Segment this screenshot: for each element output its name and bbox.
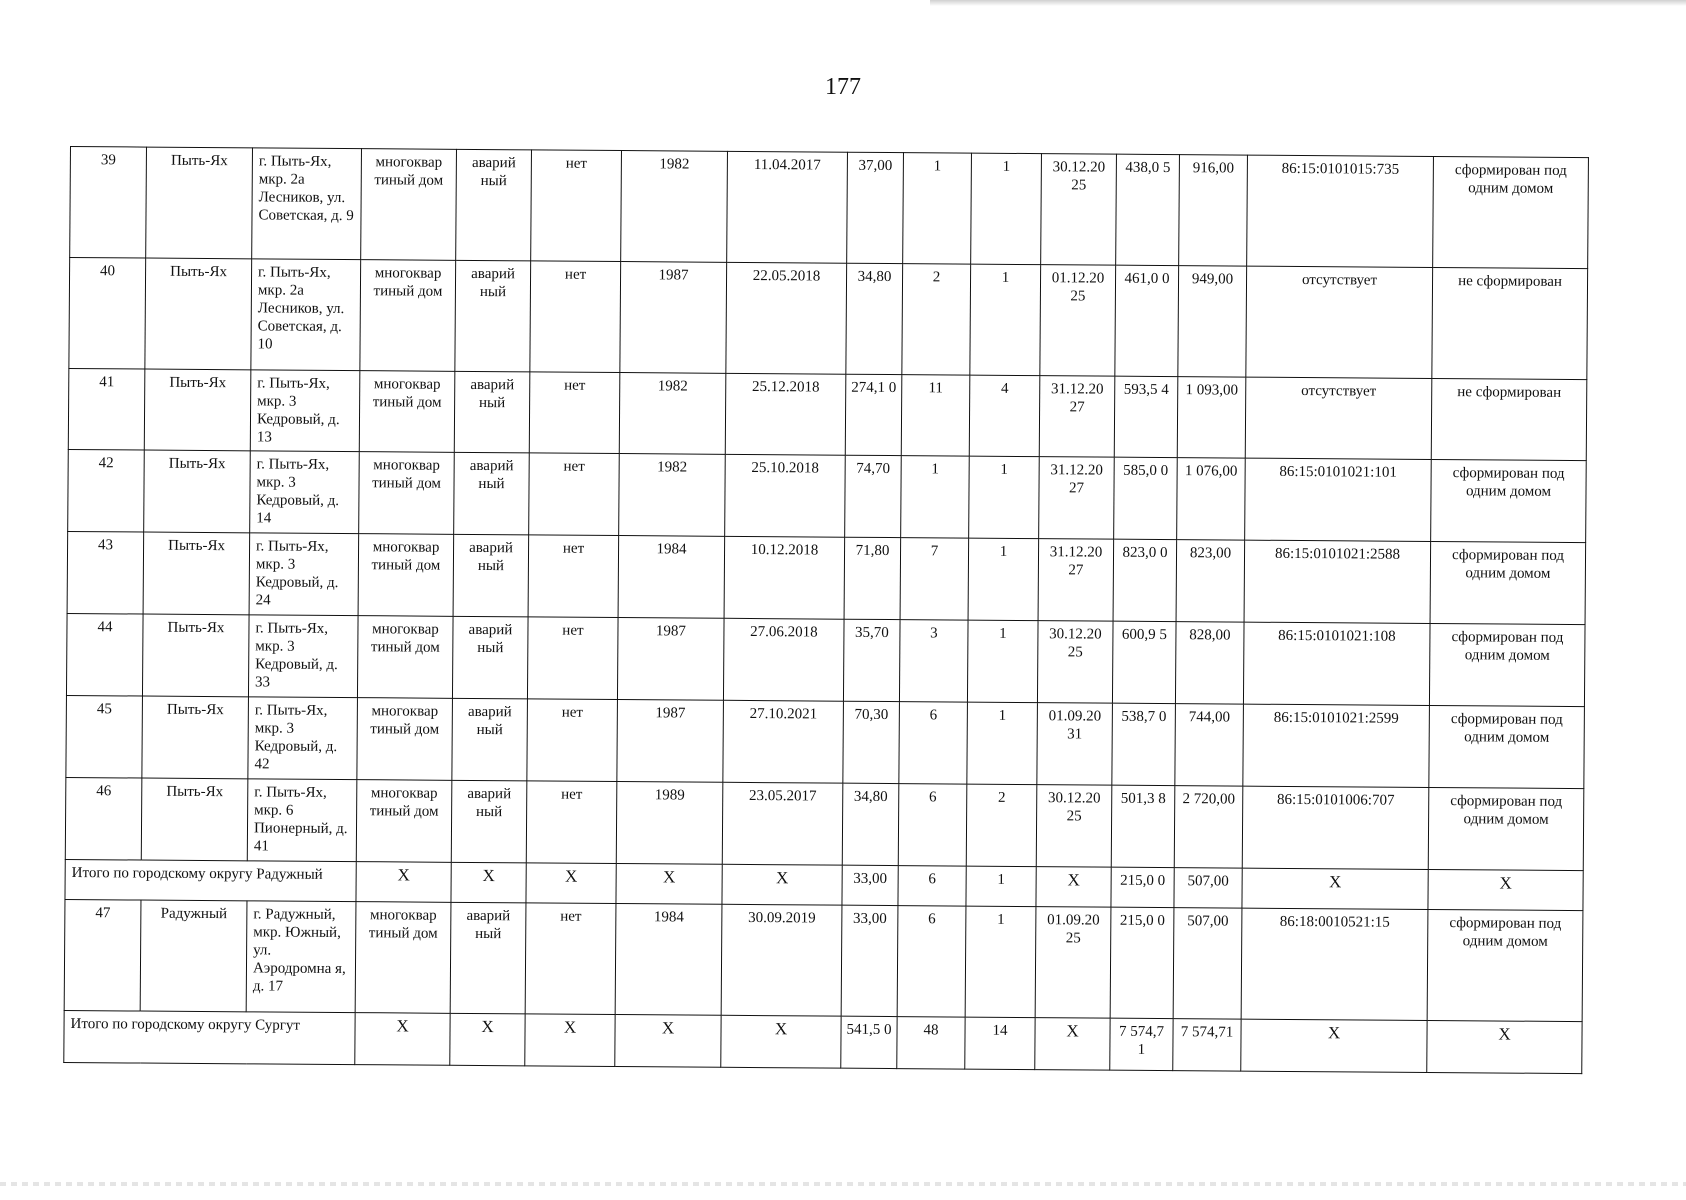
building-type: многоквар тиный дом [361, 149, 457, 261]
table-row [66, 613, 1585, 706]
count-1: 2 [902, 264, 971, 375]
count-1: 6 [899, 702, 968, 784]
count-2: 1 [969, 456, 1040, 539]
count-2: 1 [965, 906, 1036, 1018]
total-area: 33,00 [842, 865, 898, 905]
recognition-date: 25.10.2018 [725, 454, 846, 537]
page-number: 177 [825, 74, 861, 100]
cadastral-number: 86:15:0101021:108 [1243, 622, 1430, 705]
x-mark: X [721, 1015, 841, 1068]
building-type: многоквар тиный дом [355, 902, 451, 1014]
x-mark: X [450, 1013, 525, 1066]
count-1: 6 [898, 784, 967, 866]
total-value-2: 507,00 [1174, 868, 1242, 908]
table-row [67, 531, 1586, 624]
municipality: Пыть-Ях [142, 614, 249, 697]
total-row-surgut [64, 1010, 1582, 1073]
value-2: 823,00 [1176, 540, 1245, 622]
value-2: 949,00 [1178, 266, 1247, 377]
condition: аварий ный [452, 698, 528, 781]
municipality: Радужный [140, 900, 247, 1012]
building-type: многоквар тиный дом [359, 452, 455, 535]
value-1: 461,0 0 [1115, 265, 1179, 376]
address: г. Пыть-Ях, мкр. 3 Кедровый, д. 13 [250, 370, 360, 452]
building-type: многоквар тиный дом [356, 780, 452, 863]
x-mark: X [722, 864, 842, 905]
row-number: 47 [64, 899, 141, 1011]
land-status: не сформирован [1431, 378, 1587, 460]
x-mark: X [356, 862, 451, 903]
year: 1984 [615, 904, 722, 1016]
table-row [66, 695, 1585, 788]
address: г. Пыть-Ях, мкр. 3 Кедровый, д. 33 [248, 615, 358, 698]
address: г. Пыть-Ях, мкр. 2а Лесников, ул. Советская, д. 10 [251, 259, 361, 371]
year: 1989 [616, 782, 723, 865]
cadastral-number: 86:18:0010521:15 [1241, 908, 1428, 1020]
area: 274,1 0 [845, 374, 902, 455]
count-2: 2 [966, 784, 1037, 867]
municipality: Пыть-Ях [141, 778, 248, 861]
year: 1987 [620, 262, 727, 374]
flag: нет [527, 699, 618, 782]
year: 1987 [617, 700, 724, 783]
total-value-1: 215,0 0 [1111, 867, 1174, 907]
address: г. Радужный, мкр. Южный, ул. Аэродромна я, д. 17 [246, 901, 356, 1013]
condition: аварий ный [450, 902, 526, 1014]
value-1: 538,7 0 [1112, 703, 1176, 785]
x-mark: X [451, 862, 526, 903]
year: 1982 [621, 151, 728, 263]
x-mark: X [616, 864, 722, 905]
address: г. Пыть-Ях, мкр. 3 Кедровый, д. 42 [248, 697, 358, 780]
area: 74,70 [845, 455, 902, 537]
x-mark: X [1241, 1019, 1427, 1072]
area: 34,80 [846, 263, 903, 374]
count-1: 3 [899, 620, 968, 702]
value-1: 593,5 4 [1114, 376, 1178, 457]
land-status: сформирован под одним домом [1429, 623, 1585, 706]
value-1: 600,9 5 [1112, 621, 1176, 703]
area: 71,80 [844, 537, 901, 619]
table-row [64, 899, 1583, 1021]
row-number: 44 [66, 613, 143, 696]
x-mark: X [1036, 867, 1111, 908]
table-row [69, 258, 1588, 380]
recognition-date: 22.05.2018 [726, 262, 847, 374]
building-type: многоквар тиный дом [357, 616, 453, 699]
address: г. Пыть-Ях, мкр. 2а Лесников, ул. Советская, д. 9 [252, 148, 362, 260]
x-mark: X [526, 863, 616, 904]
cadastral-number: 86:15:0101006:707 [1242, 786, 1429, 869]
value-2: 744,00 [1175, 704, 1244, 786]
table-row [68, 368, 1587, 460]
x-mark: X [525, 1014, 615, 1067]
building-type: многоквар тиный дом [359, 371, 455, 453]
value-2: 507,00 [1173, 908, 1242, 1019]
recognition-date: 25.12.2018 [725, 373, 846, 455]
value-2: 1 093,00 [1177, 377, 1246, 458]
count-2: 1 [968, 538, 1039, 621]
x-mark: X [1035, 1018, 1110, 1071]
total-count-2: 14 [965, 1017, 1035, 1070]
value-1: 823,0 0 [1113, 539, 1177, 621]
count-2: 1 [970, 264, 1041, 376]
planned-date: 30.12.20 25 [1041, 154, 1117, 266]
planned-date: 01.09.20 31 [1037, 703, 1113, 786]
condition: аварий ный [454, 452, 530, 535]
municipality: Пыть-Ях [144, 369, 251, 451]
total-count-1: 48 [897, 1017, 965, 1069]
condition: аварий ный [451, 780, 527, 863]
row-number: 45 [66, 695, 143, 778]
address: г. Пыть-Ях, мкр. 3 Кедровый, д. 24 [249, 533, 359, 616]
recognition-date: 10.12.2018 [724, 536, 845, 619]
condition: аварий ный [453, 534, 529, 617]
planned-date: 01.12.20 25 [1040, 265, 1116, 377]
year: 1984 [618, 536, 725, 619]
count-1: 1 [901, 456, 970, 538]
flag: нет [530, 261, 621, 373]
value-2: 916,00 [1179, 155, 1248, 266]
value-2: 1 076,00 [1177, 458, 1246, 540]
count-1: 1 [903, 153, 972, 264]
building-type: многоквар тиный дом [357, 698, 453, 781]
planned-date: 31.12.20 27 [1038, 539, 1114, 622]
cadastral-number: отсутствует [1246, 266, 1433, 378]
planned-date: 01.09.20 25 [1035, 907, 1111, 1019]
address: г. Пыть-Ях, мкр. 3 Кедровый, д. 14 [250, 451, 360, 534]
flag: нет [525, 903, 616, 1015]
value-2: 828,00 [1175, 622, 1244, 704]
value-1: 438,0 5 [1116, 154, 1180, 265]
cadastral-number: 86:15:0101021:2599 [1243, 704, 1430, 787]
land-status: сформирован под одним домом [1429, 705, 1585, 788]
total-count-2: 1 [966, 866, 1036, 907]
flag: нет [526, 781, 617, 864]
count-1: 7 [900, 538, 969, 620]
count-2: 1 [971, 153, 1042, 265]
area: 35,70 [843, 619, 900, 701]
planned-date: 30.12.20 25 [1037, 621, 1113, 704]
total-value-2: 7 574,71 [1173, 1019, 1241, 1071]
building-type: многоквар тиный дом [358, 534, 454, 617]
registry-table [63, 146, 1589, 1074]
total-label: Итого по городскому округу Сургут [64, 1010, 355, 1064]
flag: нет [531, 150, 622, 262]
count-1: 11 [901, 375, 970, 456]
total-label: Итого по городскому округу Радужный [65, 859, 356, 901]
land-status: сформирован под одним домом [1431, 459, 1587, 542]
land-status: сформирован под одним домом [1433, 156, 1589, 268]
recognition-date: 30.09.2019 [721, 904, 842, 1016]
municipality: Пыть-Ях [144, 450, 251, 533]
area: 33,00 [841, 905, 898, 1016]
count-1: 6 [897, 906, 966, 1017]
land-status: не сформирован [1432, 267, 1588, 379]
x-mark: X [1427, 1020, 1582, 1073]
count-2: 1 [967, 702, 1038, 785]
year: 1982 [619, 373, 726, 455]
municipality: Пыть-Ях [145, 258, 252, 370]
value-1: 215,0 0 [1110, 907, 1174, 1018]
total-area: 541,5 0 [841, 1016, 897, 1068]
x-mark: X [615, 1015, 721, 1068]
x-mark: X [355, 1013, 450, 1066]
area: 34,80 [842, 783, 899, 865]
land-status: сформирован под одним домом [1428, 787, 1584, 870]
area: 70,30 [843, 701, 900, 783]
planned-date: 31.12.20 27 [1039, 457, 1115, 540]
recognition-date: 11.04.2017 [727, 151, 848, 263]
recognition-date: 27.06.2018 [723, 618, 844, 701]
count-2: 4 [969, 375, 1040, 457]
condition: аварий ный [456, 149, 532, 261]
condition: аварий ный [454, 371, 530, 453]
municipality: Пыть-Ях [143, 532, 250, 615]
planned-date: 30.12.20 25 [1036, 785, 1112, 868]
flag: нет [527, 617, 618, 700]
total-count-1: 6 [898, 866, 966, 906]
recognition-date: 23.05.2017 [722, 782, 843, 865]
recognition-date: 27.10.2021 [723, 700, 844, 783]
table-row [65, 777, 1584, 870]
row-number: 39 [70, 147, 147, 259]
table-row [68, 449, 1587, 542]
row-number: 40 [69, 258, 146, 370]
total-value-1: 7 574,7 1 [1110, 1018, 1173, 1070]
value-1: 501,3 8 [1111, 785, 1175, 867]
registry-body [64, 147, 1589, 1074]
value-1: 585,0 0 [1114, 457, 1178, 539]
scan-edge-shadow [930, 0, 1686, 6]
municipality: Пыть-Ях [142, 696, 249, 779]
flag: нет [528, 535, 619, 618]
building-type: многоквар тиный дом [360, 260, 456, 372]
cadastral-number: отсутствует [1245, 377, 1432, 459]
row-number: 41 [68, 368, 145, 450]
flag: нет [529, 453, 620, 536]
cadastral-number: 86:15:0101021:101 [1245, 458, 1432, 541]
x-mark: X [1428, 869, 1583, 910]
count-2: 1 [967, 620, 1038, 703]
planned-date: 31.12.20 27 [1039, 376, 1115, 458]
condition: аварий ный [452, 616, 528, 699]
condition: аварий ный [455, 260, 531, 372]
cadastral-number: 86:15:0101021:2588 [1244, 540, 1431, 623]
municipality: Пыть-Ях [146, 147, 253, 259]
scan-noise-strip [0, 1182, 1686, 1186]
year: 1982 [619, 454, 726, 537]
table-row [70, 147, 1589, 269]
area: 37,00 [847, 152, 904, 263]
year: 1987 [617, 618, 724, 701]
land-status: сформирован под одним домом [1427, 909, 1583, 1021]
address: г. Пыть-Ях, мкр. 6 Пионерный, д. 41 [247, 779, 357, 862]
row-number: 43 [67, 531, 144, 614]
row-number: 42 [68, 449, 145, 532]
land-status: сформирован под одним домом [1430, 541, 1586, 624]
x-mark: X [1242, 868, 1428, 909]
cadastral-number: 86:15:0101015:735 [1247, 155, 1434, 267]
flag: нет [529, 372, 620, 454]
row-number: 46 [65, 777, 142, 860]
value-2: 2 720,00 [1174, 786, 1243, 868]
